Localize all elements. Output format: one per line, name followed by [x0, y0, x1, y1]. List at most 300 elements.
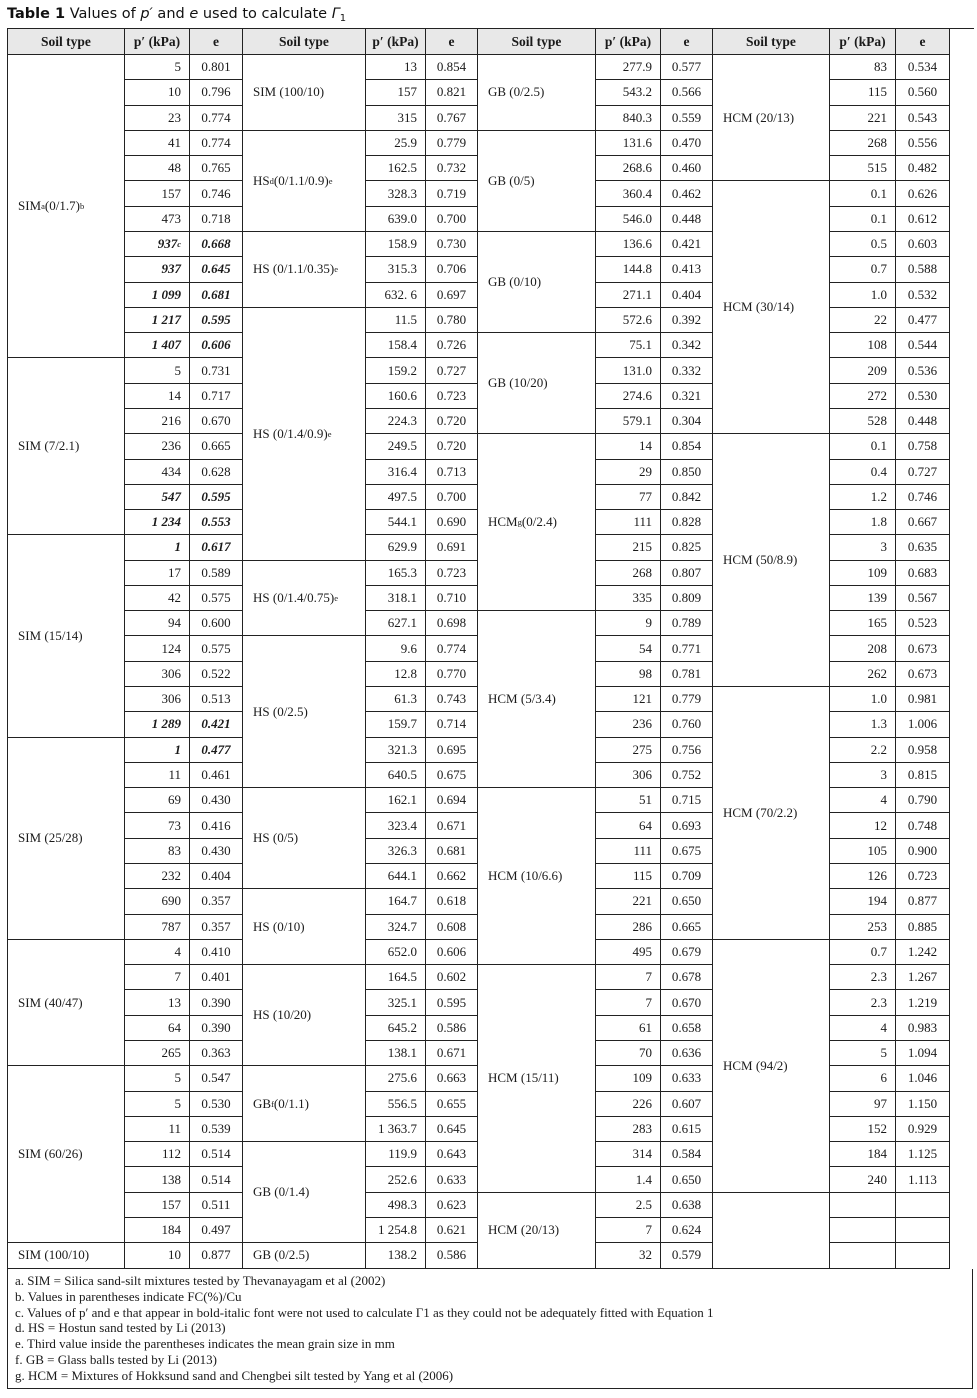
- column-header: e: [426, 29, 478, 55]
- pressure-value: 498.3: [387, 1196, 417, 1212]
- void-ratio-cell: 0.342: [661, 333, 713, 358]
- column-header: p′ (kPa): [125, 29, 190, 55]
- void-ratio-cell: 1.267: [896, 965, 950, 990]
- void-ratio-cell: 0.807: [661, 561, 713, 586]
- pressure-value: 157: [161, 1196, 181, 1212]
- void-ratio-cell: 0.695: [426, 738, 478, 763]
- void-ratio-cell: 0.612: [896, 207, 950, 232]
- soil-type-name: HS (0/2.5): [253, 703, 308, 719]
- void-ratio-cell: 0.709: [661, 864, 713, 889]
- pressure-cell: [596, 561, 661, 586]
- pressure-value: 164.7: [387, 893, 417, 909]
- empty-cell: [830, 1193, 896, 1218]
- pressure-cell: [596, 965, 661, 990]
- pressure-cell: [596, 662, 661, 687]
- soil-type-parameters: (0/1.1): [273, 1095, 309, 1111]
- pressure-value: 252.6: [387, 1171, 417, 1187]
- table-container: [7, 4, 973, 1389]
- pressure-value: 787: [161, 918, 181, 934]
- pressure-value: 579.1: [622, 413, 652, 429]
- pressure-cell: 937 c: [125, 232, 190, 257]
- pressure-cell: [596, 283, 661, 308]
- void-ratio-cell: 0.606: [426, 940, 478, 965]
- pressure-cell: [596, 712, 661, 737]
- pressure-cell: [596, 915, 661, 940]
- pressure-cell: [830, 636, 896, 661]
- pressure-cell: [366, 864, 426, 889]
- pressure-cell: [366, 636, 426, 661]
- pressure-value: 1 363.7: [378, 1120, 417, 1136]
- pressure-cell: [596, 1167, 661, 1192]
- pressure-cell: [830, 1167, 896, 1192]
- soil-type-name: HS (0/5): [253, 830, 299, 846]
- pressure-value: 632. 6: [384, 286, 417, 302]
- soil-type-name: HCM: [488, 514, 518, 530]
- pressure-value: 318.1: [387, 590, 417, 606]
- soil-type-cell: [478, 1193, 596, 1269]
- pressure-value: 162.5: [387, 160, 417, 176]
- pressure-value: 69: [168, 792, 181, 808]
- pressure-value: 1 099: [151, 286, 181, 302]
- void-ratio-cell: 0.421: [661, 232, 713, 257]
- pressure-cell: [596, 738, 661, 763]
- void-ratio-cell: 0.854: [661, 434, 713, 459]
- pressure-value: 105: [867, 842, 887, 858]
- pressure-cell: [596, 80, 661, 105]
- pressure-value: 306: [632, 767, 652, 783]
- pressure-cell: [125, 788, 190, 813]
- pressure-cell: [830, 156, 896, 181]
- pressure-value: 97: [874, 1095, 887, 1111]
- pressure-cell: [125, 889, 190, 914]
- void-ratio-cell: 0.796: [190, 80, 243, 105]
- pressure-value: 473: [161, 210, 181, 226]
- pressure-value: 221: [632, 893, 652, 909]
- pressure-cell: [125, 207, 190, 232]
- pressure-value: 5: [174, 362, 181, 378]
- void-ratio-cell: 0.693: [661, 813, 713, 838]
- empty-cell: [896, 1193, 950, 1218]
- void-ratio-cell: 1.006: [896, 712, 950, 737]
- pressure-value: 75.1: [629, 337, 652, 353]
- pressure-cell: [596, 1066, 661, 1091]
- void-ratio-cell: 0.723: [426, 384, 478, 409]
- pressure-cell: [366, 889, 426, 914]
- pressure-value: 158.4: [387, 337, 417, 353]
- pressure-cell: [830, 333, 896, 358]
- void-ratio-cell: 0.850: [661, 460, 713, 485]
- pressure-value: 224.3: [387, 413, 417, 429]
- pressure-cell: [366, 1218, 426, 1243]
- footnote-e-text: e. Third value inside the parentheses indicates the mean grain size in mm: [15, 1336, 395, 1352]
- void-ratio-cell: 0.586: [426, 1243, 478, 1268]
- void-ratio-cell: 0.404: [190, 864, 243, 889]
- void-ratio-cell: 1.046: [896, 1066, 950, 1091]
- pressure-value: 360.4: [622, 185, 652, 201]
- pressure-value: 326.3: [387, 842, 417, 858]
- pressure-cell: [830, 965, 896, 990]
- pressure-cell: [366, 990, 426, 1015]
- pressure-value: 315.3: [387, 261, 417, 277]
- void-ratio-cell: 0.357: [190, 915, 243, 940]
- void-ratio-cell: 0.748: [896, 813, 950, 838]
- pressure-value: 937: [157, 236, 178, 252]
- pressure-value: 286: [632, 918, 652, 934]
- pressure-value: 335: [632, 590, 652, 606]
- pressure-value: 1 289: [151, 716, 181, 732]
- soil-type-name: HCM (20/13): [723, 109, 795, 125]
- pressure-value: 275: [632, 741, 652, 757]
- soil-type-name: SIM (40/47): [18, 994, 83, 1010]
- pressure-cell: [366, 1243, 426, 1268]
- void-ratio-cell: 0.534: [896, 55, 950, 80]
- void-ratio-cell: 0.650: [661, 1167, 713, 1192]
- pressure-cell: [830, 662, 896, 687]
- void-ratio-cell: 1.242: [896, 940, 950, 965]
- void-ratio-cell: 0.815: [896, 763, 950, 788]
- column-header: Soil type: [243, 29, 366, 55]
- soil-type-name: SIM (15/14): [18, 627, 83, 643]
- void-ratio-cell: 0.628: [190, 460, 243, 485]
- void-ratio-cell: 0.617: [190, 535, 243, 560]
- pressure-cell: [366, 485, 426, 510]
- void-ratio-cell: 0.727: [896, 460, 950, 485]
- pressure-cell: [125, 712, 190, 737]
- soil-type-name: GB (0/2.5): [253, 1247, 310, 1263]
- soil-type-cell: [243, 636, 366, 788]
- column-header: p′ (kPa): [596, 29, 661, 55]
- soil-type-cell: HS (0/1.4/0.75) e: [243, 561, 366, 637]
- pressure-value: 77: [639, 488, 652, 504]
- void-ratio-cell: 0.821: [426, 80, 478, 105]
- void-ratio-cell: 0.566: [661, 80, 713, 105]
- pressure-cell: [125, 1117, 190, 1142]
- pressure-cell: [366, 308, 426, 333]
- empty-cell: [830, 1243, 896, 1268]
- soil-type-cell: SIM a (0/1.7) b: [8, 55, 125, 358]
- pressure-cell: [830, 283, 896, 308]
- void-ratio-cell: 0.694: [426, 788, 478, 813]
- void-ratio-cell: 0.723: [426, 561, 478, 586]
- pressure-value: 111: [633, 842, 652, 858]
- pressure-cell: [125, 106, 190, 131]
- pressure-value: 48: [168, 160, 181, 176]
- soil-type-name: HCM (10/6.6): [488, 868, 563, 884]
- soil-type-cell: [713, 55, 830, 181]
- pressure-cell: [366, 965, 426, 990]
- pressure-cell: [596, 156, 661, 181]
- pressure-cell: [596, 55, 661, 80]
- pressure-value: 3: [880, 767, 887, 783]
- pressure-cell: [125, 1167, 190, 1192]
- pressure-cell: [596, 889, 661, 914]
- pressure-cell: [596, 813, 661, 838]
- pressure-cell: [125, 864, 190, 889]
- void-ratio-cell: 0.477: [896, 308, 950, 333]
- pressure-cell: [596, 131, 661, 156]
- void-ratio-cell: 0.756: [661, 738, 713, 763]
- pressure-value: 70: [639, 1045, 652, 1061]
- soil-type-cell: HS (0/1.1/0.35) e: [243, 232, 366, 308]
- pressure-value: 159.2: [387, 362, 417, 378]
- soil-type-name: SIM (25/28): [18, 830, 83, 846]
- soil-type-cell: [478, 788, 596, 965]
- void-ratio-cell: 0.673: [896, 662, 950, 687]
- pressure-value: 2.3: [870, 969, 887, 985]
- pressure-cell: [596, 940, 661, 965]
- pressure-cell: [830, 763, 896, 788]
- pressure-cell: [125, 1066, 190, 1091]
- void-ratio-cell: 0.633: [426, 1167, 478, 1192]
- void-ratio-cell: 0.780: [426, 308, 478, 333]
- pressure-value: 262: [867, 665, 887, 681]
- soil-type-cell: [8, 1243, 125, 1268]
- empty-cell: [713, 1193, 830, 1269]
- pressure-value: 54: [639, 640, 652, 656]
- pressure-value: 9.6: [400, 640, 417, 656]
- pressure-value: 94: [168, 615, 181, 631]
- pressure-cell: [125, 384, 190, 409]
- pressure-value: 83: [168, 842, 181, 858]
- soil-type-cell: [478, 611, 596, 788]
- pressure-cell: [596, 586, 661, 611]
- void-ratio-cell: 0.732: [426, 156, 478, 181]
- pressure-value: 0.5: [870, 236, 887, 252]
- soil-type-cell: [243, 55, 366, 131]
- footnote-c-text: c. Values of p′ and e that appear in bold-italic font were not used to calculate Γ1 as they could not be adequately fitted with Equation 1: [15, 1304, 714, 1320]
- void-ratio-cell: 0.681: [190, 283, 243, 308]
- pressure-cell: [596, 1218, 661, 1243]
- pressure-value: 221: [867, 109, 887, 125]
- pressure-cell: [596, 1117, 661, 1142]
- soil-type-parameters: (0/1.7): [44, 198, 80, 214]
- pressure-value: 184: [867, 1146, 887, 1162]
- pressure-value: 144.8: [622, 261, 652, 277]
- pressure-value: 640.5: [387, 767, 417, 783]
- void-ratio-cell: 0.448: [661, 207, 713, 232]
- column-header: Soil type: [478, 29, 596, 55]
- pressure-cell: [830, 409, 896, 434]
- pressure-value: 1 407: [151, 337, 181, 353]
- footnote-b: [15, 1289, 972, 1305]
- soil-type-name: SIM (60/26): [18, 1146, 83, 1162]
- pressure-cell: [830, 940, 896, 965]
- column-header: p′ (kPa): [366, 29, 426, 55]
- pressure-cell: [830, 1041, 896, 1066]
- pressure-value: 0.1: [870, 438, 887, 454]
- void-ratio-cell: 0.698: [426, 611, 478, 636]
- footnote-g: [15, 1368, 972, 1384]
- pressure-cell: [830, 712, 896, 737]
- pressure-cell: [125, 687, 190, 712]
- pressure-value: 1: [174, 741, 181, 757]
- pressure-cell: [125, 915, 190, 940]
- soil-type-name: SIM (100/10): [253, 84, 325, 100]
- pressure-cell: [366, 131, 426, 156]
- pressure-cell: [366, 813, 426, 838]
- pressure-value: 497.5: [387, 488, 417, 504]
- void-ratio-cell: 0.615: [661, 1117, 713, 1142]
- pressure-cell: [596, 990, 661, 1015]
- empty-cell: [830, 1218, 896, 1243]
- void-ratio-cell: 0.697: [426, 283, 478, 308]
- pressure-cell: [366, 1193, 426, 1218]
- pressure-value: 1: [174, 539, 181, 555]
- pressure-value: 109: [867, 564, 887, 580]
- pressure-value: 1.0: [870, 691, 887, 707]
- void-ratio-cell: 0.726: [426, 333, 478, 358]
- pressure-value: 157: [161, 185, 181, 201]
- pressure-cell: [366, 156, 426, 181]
- pressure-cell: [830, 1092, 896, 1117]
- pressure-cell: [125, 662, 190, 687]
- pressure-cell: [125, 990, 190, 1015]
- pressure-cell: [366, 55, 426, 80]
- pressure-cell: [125, 460, 190, 485]
- void-ratio-cell: 0.877: [190, 1243, 243, 1268]
- pressure-value: 83: [874, 59, 887, 75]
- pressure-value: 306: [161, 665, 181, 681]
- column-header: e: [190, 29, 243, 55]
- pressure-cell: [830, 687, 896, 712]
- pressure-cell: [830, 561, 896, 586]
- pressure-value: 131.0: [622, 362, 652, 378]
- pressure-value: 159.7: [387, 716, 417, 732]
- soil-type-name: HS (0/1.4/0.9): [253, 425, 328, 441]
- soil-type-cell: [713, 940, 830, 1193]
- void-ratio-cell: 1.125: [896, 1142, 950, 1167]
- pressure-value: 9: [645, 615, 652, 631]
- void-ratio-cell: 0.691: [426, 535, 478, 560]
- pressure-cell: [366, 207, 426, 232]
- pressure-cell: [830, 106, 896, 131]
- void-ratio-cell: 0.665: [190, 434, 243, 459]
- pressure-value: 194: [867, 893, 887, 909]
- pressure-cell: [596, 1243, 661, 1268]
- pressure-value: 3: [880, 539, 887, 555]
- soil-type-name: HS (0/10): [253, 918, 305, 934]
- void-ratio-cell: 0.828: [661, 510, 713, 535]
- soil-type-cell: [243, 1142, 366, 1243]
- pressure-value: 119.9: [388, 1146, 417, 1162]
- pressure-cell: [125, 763, 190, 788]
- pressure-value: 627.1: [387, 615, 417, 631]
- pressure-cell: [596, 207, 661, 232]
- pressure-value: 2.3: [870, 994, 887, 1010]
- soil-type-cell: [243, 1243, 366, 1268]
- pressure-cell: [596, 864, 661, 889]
- pressure-value: 112: [161, 1146, 181, 1162]
- pressure-cell: [830, 434, 896, 459]
- pressure-value: 515: [867, 160, 887, 176]
- void-ratio-cell: 0.825: [661, 535, 713, 560]
- void-ratio-cell: 0.560: [896, 80, 950, 105]
- pressure-cell: [125, 131, 190, 156]
- pressure-cell: [596, 232, 661, 257]
- void-ratio-cell: 0.854: [426, 55, 478, 80]
- void-ratio-cell: 0.655: [426, 1092, 478, 1117]
- void-ratio-cell: 0.730: [426, 232, 478, 257]
- empty-cell: [896, 1218, 950, 1243]
- pressure-value: 138.2: [387, 1247, 417, 1263]
- pressure-value: 236: [632, 716, 652, 732]
- pressure-cell: [596, 181, 661, 206]
- pressure-cell: [366, 1041, 426, 1066]
- empty-cell: [896, 1243, 950, 1268]
- void-ratio-cell: 0.719: [426, 181, 478, 206]
- pressure-cell: [125, 813, 190, 838]
- footnote-f: [15, 1352, 972, 1368]
- soil-type-name: SIM (7/2.1): [18, 438, 80, 454]
- soil-type-name: HS (10/20): [253, 1007, 312, 1023]
- void-ratio-cell: 0.645: [190, 257, 243, 282]
- pressure-cell: [596, 788, 661, 813]
- pressure-cell: [596, 611, 661, 636]
- pressure-cell: [830, 535, 896, 560]
- void-ratio-cell: 0.624: [661, 1218, 713, 1243]
- void-ratio-cell: 0.809: [661, 586, 713, 611]
- soil-type-cell: [243, 889, 366, 965]
- pressure-cell: [596, 384, 661, 409]
- pressure-value: 434: [161, 463, 181, 479]
- void-ratio-cell: 0.416: [190, 813, 243, 838]
- soil-type-name: HS (0/1.4/0.75): [253, 590, 335, 606]
- pressure-value: 12.8: [394, 665, 417, 681]
- soil-type-name: HCM (5/3.4): [488, 691, 556, 707]
- pressure-cell: [830, 510, 896, 535]
- soil-type-name: GB: [253, 1095, 272, 1111]
- pressure-cell: [830, 358, 896, 383]
- pressure-cell: [125, 1041, 190, 1066]
- pressure-value: 7: [645, 994, 652, 1010]
- void-ratio-cell: 0.635: [896, 535, 950, 560]
- pressure-value: 5: [880, 1045, 887, 1061]
- pressure-cell: [596, 763, 661, 788]
- void-ratio-cell: 0.588: [896, 257, 950, 282]
- footnote-g-text: g. HCM = Mixtures of Hokksund sand and Chengbei silt tested by Yang et al (2006): [15, 1367, 454, 1383]
- pressure-value: 236: [161, 438, 181, 454]
- pressure-value: 216: [161, 413, 181, 429]
- soil-type-cell: [243, 965, 366, 1066]
- void-ratio-cell: 0.765: [190, 156, 243, 181]
- pressure-value: 1.8: [870, 514, 887, 530]
- pressure-value: 2.5: [635, 1196, 652, 1212]
- pressure-cell: [366, 106, 426, 131]
- pressure-cell: [366, 1167, 426, 1192]
- void-ratio-cell: 0.679: [661, 940, 713, 965]
- void-ratio-cell: 0.683: [896, 561, 950, 586]
- void-ratio-cell: 0.752: [661, 763, 713, 788]
- pressure-value: 315: [397, 109, 417, 125]
- soil-type-name: HCM (50/8.9): [723, 552, 798, 568]
- pressure-value: 209: [867, 362, 887, 378]
- pressure-cell: [125, 636, 190, 661]
- pressure-value: 283: [632, 1120, 652, 1136]
- pressure-cell: [125, 257, 190, 282]
- void-ratio-cell: 0.638: [661, 1193, 713, 1218]
- pressure-value: 124: [161, 640, 181, 656]
- soil-type-name: GB (0/5): [488, 172, 535, 188]
- pressure-value: 547: [161, 488, 181, 504]
- pressure-value: 14: [168, 387, 181, 403]
- pressure-cell: [366, 80, 426, 105]
- void-ratio-cell: 0.758: [896, 434, 950, 459]
- void-ratio-cell: 0.710: [426, 586, 478, 611]
- void-ratio-cell: 0.670: [661, 990, 713, 1015]
- pressure-cell: [125, 358, 190, 383]
- void-ratio-cell: 0.885: [896, 915, 950, 940]
- pressure-cell: [830, 1117, 896, 1142]
